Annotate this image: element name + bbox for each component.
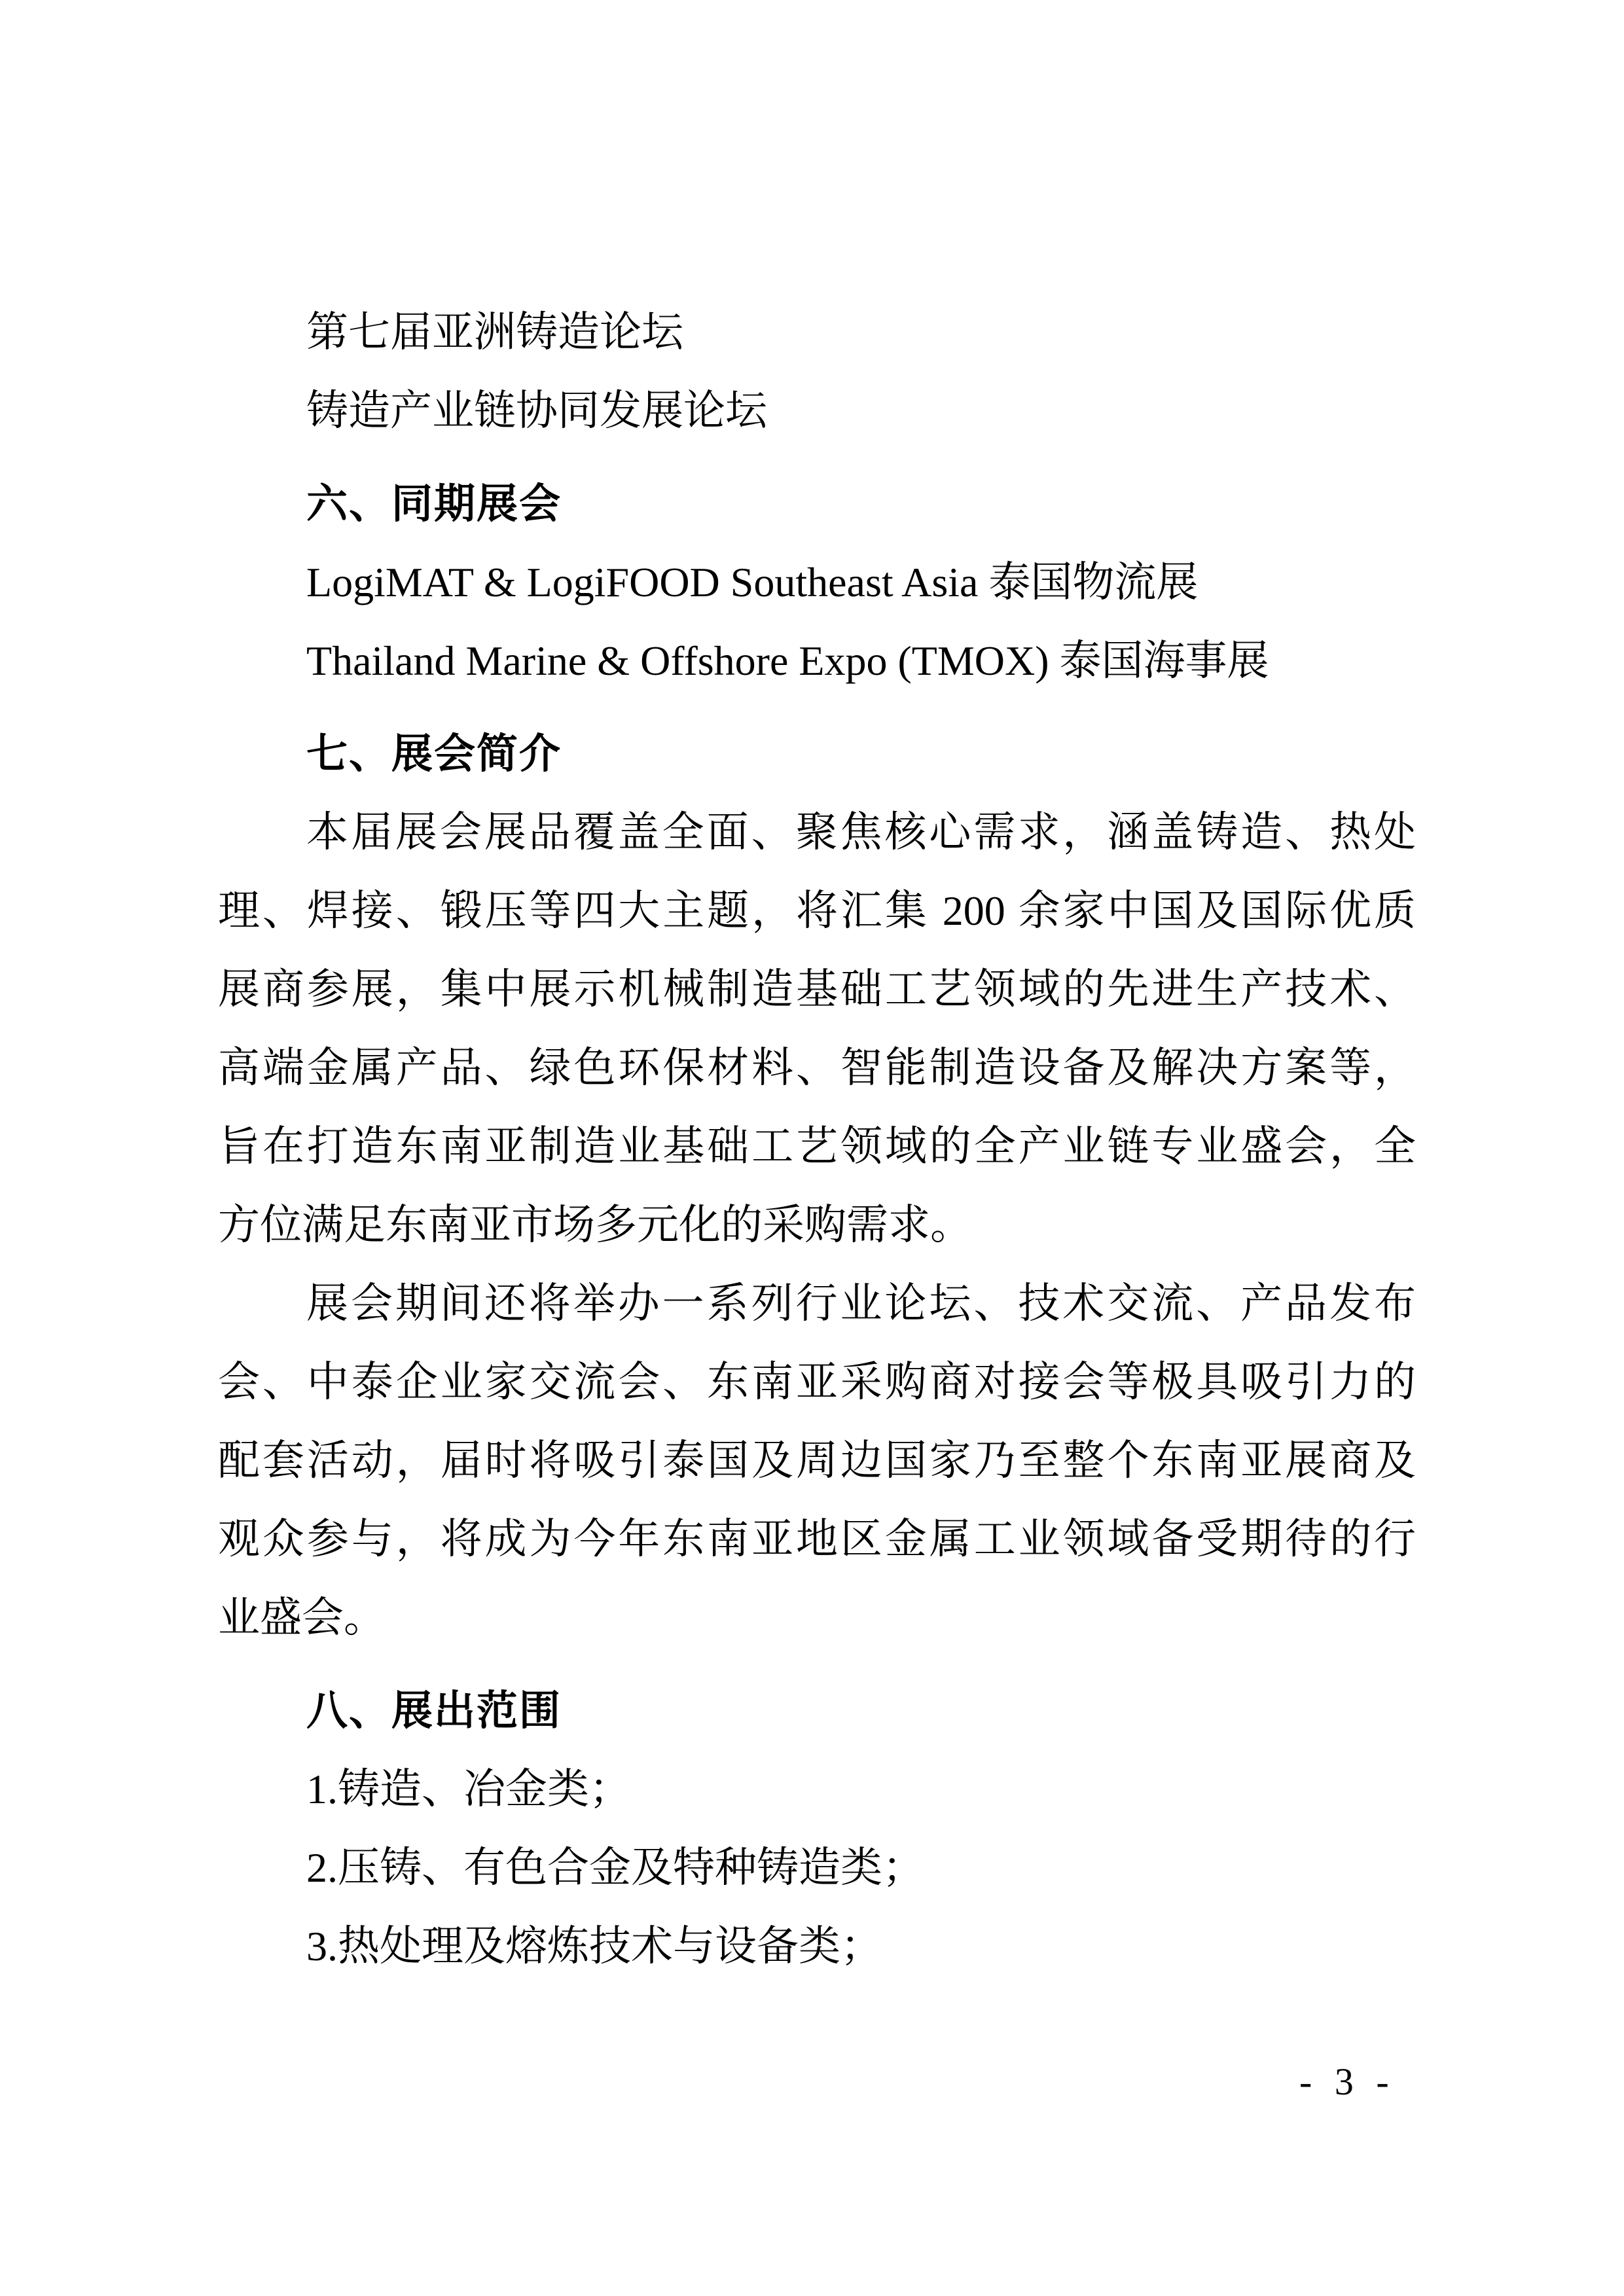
- paragraph-line: 展商参展，集中展示机械制造基础工艺领域的先进生产技术、: [218, 966, 1416, 1013]
- list-item: 2.压铸、有色合金及特种铸造类；: [306, 1844, 924, 1891]
- paragraph-line: 旨在打造东南亚制造业基础工艺领域的全产业链专业盛会，全: [218, 1123, 1416, 1170]
- document-body: [218, 293, 1416, 1986]
- paragraph-line: 会、中泰企业家交流会、东南亚采购商对接会等极具吸引力的: [218, 1359, 1416, 1405]
- paragraph-line: 高端金属产品、绿色环保材料、智能制造设备及解决方案等，: [218, 1045, 1416, 1091]
- concurrent-expo-line: Thailand Marine & Offshore Expo (TMOX) 泰国海事展: [306, 637, 1269, 684]
- section-heading-8: 八、展出范围: [306, 1688, 562, 1734]
- preamble-line: 铸造产业链协同发展论坛: [306, 387, 767, 434]
- section-heading-7: 七、展会简介: [306, 731, 562, 777]
- preamble-line: 第七届亚洲铸造论坛: [306, 309, 683, 355]
- paragraph-line: 理、焊接、锻压等四大主题，将汇集 200 余家中国及国际优质: [218, 888, 1416, 934]
- section-heading-6: 六、同期展会: [306, 481, 562, 527]
- page-number: - 3 -: [1299, 2060, 1392, 2103]
- paragraph-line: 方位满足东南亚市场多元化的采购需求。: [218, 1202, 972, 1248]
- paragraph-line: 本届展会展品覆盖全面、聚焦核心需求，涵盖铸造、热处: [306, 809, 1416, 855]
- paragraph-line: 展会期间还将举办一系列行业论坛、技术交流、产品发布: [306, 1280, 1416, 1327]
- list-item: 3.热处理及熔炼技术与设备类；: [306, 1923, 882, 1969]
- concurrent-expo-line: LogiMAT & LogiFOOD Southeast Asia 泰国物流展: [306, 559, 1199, 605]
- paragraph-line: 业盛会。: [218, 1594, 386, 1641]
- paragraph-line: 观众参与，将成为今年东南亚地区金属工业领域备受期待的行: [218, 1516, 1416, 1562]
- list-item: 1.铸造、冶金类；: [306, 1766, 631, 1812]
- paragraph-line: 配套活动，届时将吸引泰国及周边国家乃至整个东南亚展商及: [218, 1437, 1416, 1484]
